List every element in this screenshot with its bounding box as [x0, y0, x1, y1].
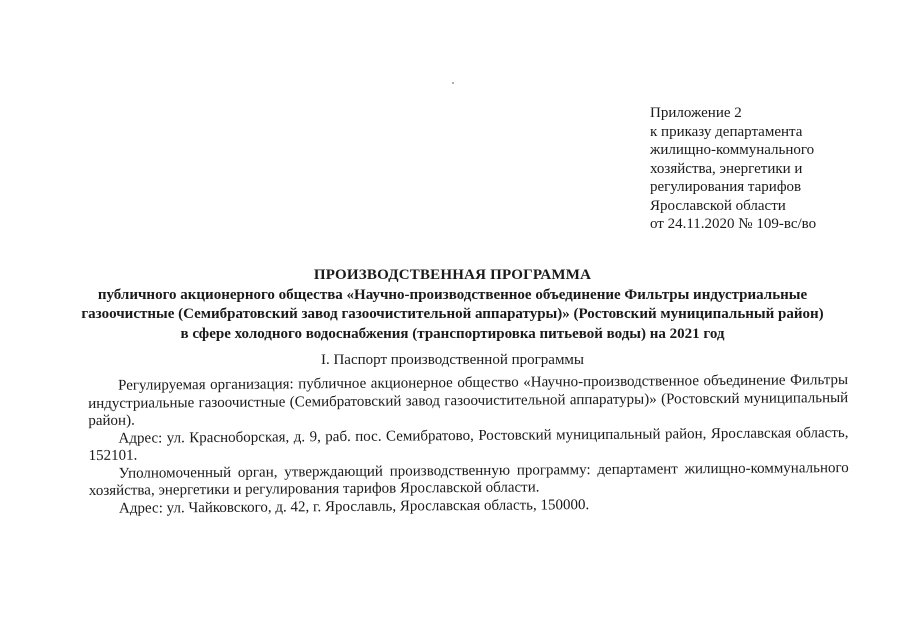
title-line: публичного акционерного общества «Научно-производственное объединение Фильтры индустриальные — [97, 286, 808, 303]
body-text — [88, 372, 849, 518]
scan-speck — [452, 82, 454, 84]
appendix-line: Ярославской области — [650, 197, 786, 214]
title-line: газоочистные (Семибратовский завод газоочистительной аппаратуры)» (Ростовский муниципальный район) — [81, 306, 824, 322]
appendix-block — [650, 104, 816, 234]
appendix-line: жилищно-коммунального — [650, 142, 815, 158]
appendix-line: к приказу департамента — [650, 123, 803, 140]
section-heading: I. Паспорт производственной программы — [320, 352, 585, 368]
appendix-line: регулирования тарифов — [650, 179, 802, 195]
paragraph: Адрес: ул. Чайковского, д. 42, г. Ярославль, Ярославская область, 150000. — [118, 496, 590, 517]
title-main: ПРОИЗВОДСТВЕННАЯ ПРОГРАММА — [313, 267, 592, 283]
document-title — [60, 266, 845, 344]
title-line: в сфере холодного водоснабжения (транспортировка питьевой воды) на 2021 год — [180, 325, 725, 342]
paragraph: Уполномоченный орган, утверждающий производственную программу: департамент жилищно-коммунального хозяйства, энергетики и регулирования тарифов Ярославской области. — [88, 459, 849, 499]
appendix-line: хозяйства, энергетики и — [650, 160, 803, 177]
paragraph: Адрес: ул. Красноборская, д. 9, раб. пос. Семибратово, Ростовский муниципальный район, Ярославская область, 152101. — [88, 424, 849, 464]
paragraph: Регулируемая организация: публичное акционерное общество «Научно-производственное объединение Фильтры индустриальные газоочистные (Семибратовский завод газоочистительной аппаратуры)» (Ростовский муниципальный район). — [88, 372, 849, 429]
appendix-line: от 24.11.2020 № 109-вс/во — [650, 216, 817, 232]
appendix-line: Приложение 2 — [650, 105, 742, 121]
